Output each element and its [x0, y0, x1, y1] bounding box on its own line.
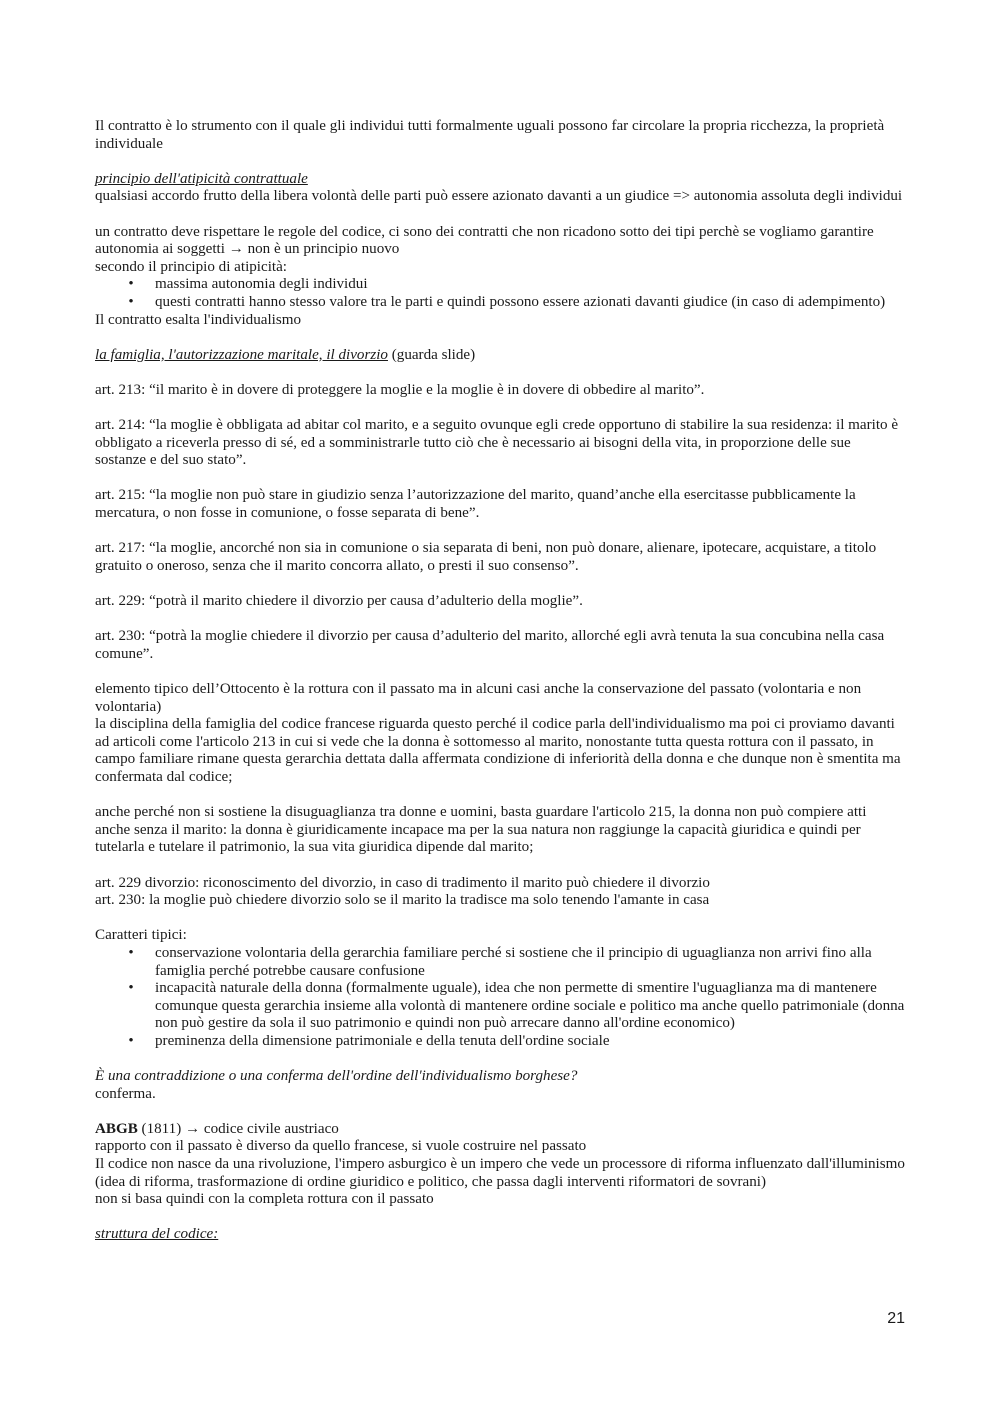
- intro-paragraph: Il contratto è lo strumento con il quale gli individui tutti formalmente uguali possono far circolare la propria ricchezza, la proprietà individuale: [95, 118, 885, 152]
- question-text: È una contraddizione o una conferma dell'ordine dell'individualismo borghese?: [95, 1068, 578, 1085]
- famiglia-heading-note: (guarda slide): [387, 346, 476, 363]
- abgb-line-1: rapporto con il passato è diverso da quello francese, si vuole costruire nel passato: [95, 1138, 587, 1155]
- atipicita-paragraph-3: secondo il principio di atipicità:: [95, 258, 287, 275]
- abgb-line-3: non si basa quindi con la completa rottura con il passato: [95, 1191, 434, 1208]
- commentary-paragraph-3: anche perché non si sostiene la disuguaglianza tra donne e uomini, basta guardare l'articolo 215, la donna non può compiere atti anche senza il marito: la donna è giuridicamente incapace ma per la sua natura non raggiunge la capacità giuridica e quindi per tutelarla e tutelare il patrimonio, la sua vita giuridica dipende dal marito;: [95, 804, 867, 856]
- commentary-paragraph-1: elemento tipico dell’Ottocento è la rottura con il passato ma in alcuni casi anche la conservazione del passato (volontaria e non volontaria): [95, 681, 862, 715]
- atipicita-paragraph-1: qualsiasi accordo frutto della libera volontà delle parti può essere azionato davanti a un giudice => autonomia assoluta degli individui: [95, 188, 903, 205]
- famiglia-heading-text: la famiglia, l'autorizzazione maritale, il divorzio: [95, 346, 388, 363]
- section-heading-famiglia: [95, 347, 905, 365]
- section-heading-struttura: struttura del codice:: [95, 1226, 219, 1243]
- atipicita-paragraph-4: Il contratto esalta l'individualismo: [95, 311, 302, 328]
- article-229: art. 229: “potrà il marito chiedere il divorzio per causa d’adulterio della moglie”.: [95, 593, 583, 610]
- article-213: art. 213: “il marito è in dovere di proteggere la moglie e la moglie è in dovere di obbedire al marito”.: [95, 381, 705, 398]
- abgb-bold-label: ABGB: [95, 1120, 138, 1137]
- caratteri-bullet-list: [95, 945, 905, 1051]
- answer-text: conferma.: [95, 1085, 156, 1102]
- section-heading-atipicita: principio dell'atipicità contrattuale: [95, 170, 308, 187]
- bullet-icon: •: [128, 944, 134, 961]
- page-number: 21: [887, 1310, 905, 1327]
- article-230: art. 230: “potrà la moglie chiedere il divorzio per causa d’adulterio del marito, allorché egli avrà tenuta la sua concubina nella casa comune”.: [95, 628, 885, 662]
- list-item: • conservazione volontaria della gerarchia familiare perché si sostiene che il principio di uguaglianza non arrivi fino alla famiglia perché potrebbe causare confusione: [95, 945, 905, 980]
- atipicita-paragraph-2: un contratto deve rispettare le regole del codice, ci sono dei contratti che non ricadono sotto dei tipi perchè se vogliamo garantire autonomia ai soggetti → non è un principio nuovo: [95, 223, 874, 258]
- atipicita-bullet-list: [95, 276, 905, 311]
- note-article-230: art. 230: la moglie può chiedere divorzio solo se il marito la tradisce ma solo tenendo l'amante in casa: [95, 892, 710, 909]
- bullet-icon: •: [128, 1032, 134, 1049]
- list-item: • massima autonomia degli individui: [95, 276, 905, 294]
- abgb-heading: [95, 1121, 905, 1139]
- article-214: art. 214: “la moglie è obbligata ad abitar col marito, e a seguito ovunque egli crede opportuno di stabilire la sua residenza: il marito è obbligato a riceverla presso di sé, ed a somministrarle tutto ciò che è necessario ai bisogni della vita, in proporzione delle sue sostanze e del suo stato”.: [95, 417, 899, 469]
- article-217: art. 217: “la moglie, ancorché non sia in comunione o sia separata di beni, non può donare, alienare, ipotecare, acquistare, a titolo gratuito o oneroso, senza che il marito concorra allato, o presti il suo consenso”.: [95, 540, 877, 574]
- list-item: • preminenza della dimensione patrimoniale e della tenuta dell'ordine sociale: [95, 1033, 905, 1051]
- abgb-line-2: Il codice non nasce da una rivoluzione, l'impero asburgico è un impero che vede un processore di riforma influenzato dall'illuminismo (idea di riforma, trasformazione di ordine giuridico e politico, che passa dagli interventi riformatori de sovrani): [95, 1156, 905, 1190]
- article-215: art. 215: “la moglie non può stare in giudizio senza l’autorizzazione del marito, quand’anche ella esercitasse pubblicamente la mercatura, o non fosse in comunione, o fosse separata di bene”.: [95, 487, 856, 522]
- caratteri-title: Caratteri tipici:: [95, 927, 187, 944]
- bullet-icon: •: [128, 293, 134, 310]
- list-item: • incapacità naturale della donna (formalmente uguale), idea che non permette di smentire l'uguaglianza ma di mantenere comunque questa gerarchia insieme alla volontà di mantenere ordine sociale e politico ma anche quello patrimoniale (donna non può gestire da sola il suo patrimonio e quindi non può arrecare danno all'ordine economico): [95, 980, 905, 1033]
- abgb-heading-rest: (1811) → codice civile austriaco: [137, 1120, 339, 1137]
- bullet-icon: •: [128, 276, 134, 293]
- list-item: • questi contratti hanno stesso valore tra le parti e quindi possono essere azionati davanti giudice (in caso di adempimento): [95, 294, 905, 312]
- commentary-paragraph-2: la disciplina della famiglia del codice francese riguarda questo perché il codice parla dell'individualismo ma poi ci proviamo davanti ad articoli come l'articolo 213 in cui si vede che la donna è sottomesso al marito, nonostante tutta questa rottura con il passato, in campo familiare rimane questa gerarchia dettata dalla affermata condizione di inferiorità della donna e che dunque non è smentita ma confermata dal codice;: [95, 716, 901, 785]
- bullet-icon: •: [128, 980, 134, 997]
- note-article-229: art. 229 divorzio: riconoscimento del divorzio, in caso di tradimento il marito può chiedere il divorzio: [95, 874, 710, 891]
